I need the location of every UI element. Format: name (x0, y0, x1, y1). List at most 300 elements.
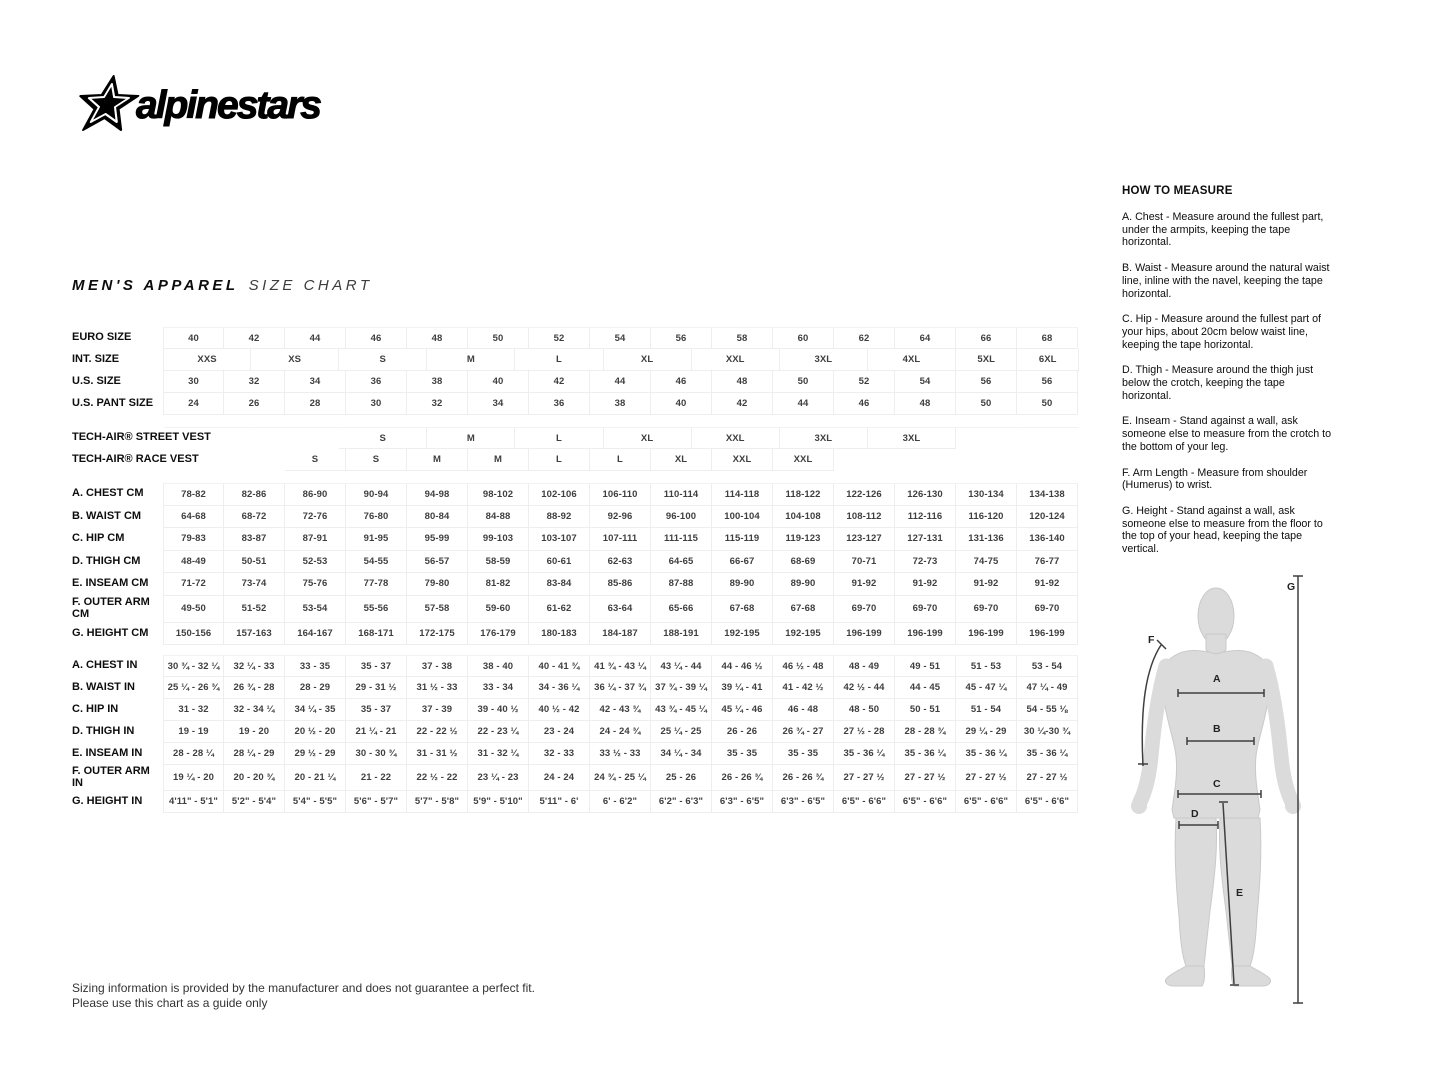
size-cell: 35 - 36 ¼ (1017, 743, 1078, 765)
size-cell: 27 - 27 ½ (1017, 765, 1078, 791)
size-cell: 28 ¼ - 29 (224, 743, 285, 765)
size-cell: 5'11" - 6' (529, 791, 590, 813)
size-cell: L (515, 427, 603, 449)
size-cell: 37 - 38 (407, 655, 468, 677)
size-cell: 30 ¼-30 ¾ (1017, 721, 1078, 743)
size-cell: 150-156 (163, 623, 224, 646)
size-cell: 42 - 43 ¾ (590, 699, 651, 721)
size-cell: 32 (407, 393, 468, 415)
label-inseam: E (1236, 887, 1244, 899)
size-cell: 6'5" - 6'6" (834, 791, 895, 813)
size-cell: 22 ½ - 22 (407, 765, 468, 791)
size-cell: 56 (651, 327, 712, 349)
size-cell: 50-51 (224, 551, 285, 574)
measure-instruction: E. Inseam - Stand against a wall, ask someone else to measure from the crotch to the bottom of your leg. (1122, 415, 1332, 453)
size-cell: XXL (773, 449, 834, 471)
size-cell (956, 449, 1017, 471)
size-cell: 30 (163, 371, 224, 393)
size-cell: 48-49 (163, 551, 224, 574)
size-cell: 127-131 (895, 528, 956, 551)
size-cell: 82-86 (224, 483, 285, 506)
size-cell: 46 (651, 371, 712, 393)
size-cell: 58 (712, 327, 773, 349)
size-cell: 28 - 28 ¼ (163, 743, 224, 765)
size-cell: 136-140 (1017, 528, 1078, 551)
alpinestars-star-icon (73, 76, 142, 130)
size-cell: XXL (712, 449, 773, 471)
size-cell: 71-72 (163, 573, 224, 596)
measure-instruction: B. Waist - Measure around the natural waist line, inline with the navel, keeping the tape horizontal. (1122, 262, 1330, 300)
size-cell: 64-68 (163, 506, 224, 529)
size-cell: 45 - 47 ¼ (956, 677, 1017, 699)
size-cell: 6'5" - 6'6" (895, 791, 956, 813)
size-cell: 196-199 (1017, 623, 1078, 646)
size-cell: 60-61 (529, 551, 590, 574)
size-cell: 168-171 (346, 623, 407, 646)
size-cell: 48 - 49 (834, 655, 895, 677)
table-row (72, 596, 1078, 623)
size-cell: 42 (224, 327, 285, 349)
label-chest: A (1213, 673, 1221, 685)
size-cell: 54 (590, 327, 651, 349)
size-cell: 32 - 34 ¼ (224, 699, 285, 721)
table-row (72, 699, 1078, 721)
size-cell: XL (604, 427, 692, 449)
size-cell: 25 - 26 (651, 765, 712, 791)
size-cell: 3XL (868, 427, 956, 449)
size-cell: 32 (224, 371, 285, 393)
size-cell: 27 - 27 ½ (956, 765, 1017, 791)
size-cell: 29 ¼ - 29 (956, 721, 1017, 743)
size-cell: 96-100 (651, 506, 712, 529)
size-cell: 36 (529, 393, 590, 415)
size-cell: 38 (407, 371, 468, 393)
size-cell: 48 - 50 (834, 699, 895, 721)
page-title (72, 277, 372, 295)
size-cell: 19 - 19 (163, 721, 224, 743)
size-cell: 51 - 53 (956, 655, 1017, 677)
size-cell: 35 - 37 (346, 655, 407, 677)
size-cell: 90-94 (346, 483, 407, 506)
size-cell: 73-74 (224, 573, 285, 596)
size-cell: 64 (895, 327, 956, 349)
size-cell: S (339, 427, 427, 449)
size-cell: 130-134 (956, 483, 1017, 506)
size-cell: 5XL (956, 349, 1018, 371)
size-cell: 63-64 (590, 596, 651, 623)
row-label: INT. SIZE (72, 353, 120, 366)
size-cell: 55-56 (346, 596, 407, 623)
size-cell: 86-90 (285, 483, 346, 506)
size-cell: 110-114 (651, 483, 712, 506)
size-cell: 32 ¼ - 33 (224, 655, 285, 677)
table-row (72, 327, 1078, 349)
size-cell: 176-179 (468, 623, 529, 646)
table-row (72, 449, 1078, 471)
measure-instruction: C. Hip - Measure around the fullest part of your hips, about 20cm below waist line, keeping the tape horizontal. (1122, 313, 1322, 351)
size-cell: 92-96 (590, 506, 651, 529)
size-cell: 31 - 32 (163, 699, 224, 721)
size-cell: 4XL (868, 349, 956, 371)
size-cell (1017, 427, 1079, 449)
label-waist: B (1213, 723, 1221, 735)
size-cell: 65-66 (651, 596, 712, 623)
size-cell: 28 - 29 (285, 677, 346, 699)
size-cell: 76-80 (346, 506, 407, 529)
size-cell: 26 - 26 ¾ (773, 765, 834, 791)
size-cell: 29 ½ - 29 (285, 743, 346, 765)
size-cell: 35 - 36 ¼ (895, 743, 956, 765)
size-cell: 34 ¼ - 34 (651, 743, 712, 765)
size-cell: 37 - 39 (407, 699, 468, 721)
size-cell: 91-92 (1017, 573, 1078, 596)
how-to-measure-panel (1122, 185, 1334, 569)
row-label: TECH-AIR® STREET VEST (72, 431, 211, 444)
size-cell: 41 - 42 ½ (773, 677, 834, 699)
size-cell: M (407, 449, 468, 471)
size-cell: 81-82 (468, 573, 529, 596)
size-cell: 20 - 21 ¼ (285, 765, 346, 791)
size-cell: 58-59 (468, 551, 529, 574)
size-cell: 180-183 (529, 623, 590, 646)
row-label: EURO SIZE (72, 331, 132, 344)
size-cell: 104-108 (773, 506, 834, 529)
row-label: U.S. PANT SIZE (72, 397, 154, 410)
size-cell: 91-92 (895, 573, 956, 596)
size-cell: 76-77 (1017, 551, 1078, 574)
size-cell: 53 - 54 (1017, 655, 1078, 677)
size-cell: 164-167 (285, 623, 346, 646)
measure-instruction: F. Arm Length - Measure from shoulder (Humerus) to wrist. (1122, 466, 1308, 492)
size-cell (834, 449, 895, 471)
size-cell: 48 (712, 371, 773, 393)
table-row (72, 349, 1078, 371)
size-cell: 103-107 (529, 528, 590, 551)
table-row (72, 743, 1078, 765)
size-cell: 23 - 24 (529, 721, 590, 743)
title-primary: MEN'S APPAREL (72, 277, 239, 294)
size-cell: 79-80 (407, 573, 468, 596)
size-cell: 69-70 (834, 596, 895, 623)
row-label: F. OUTER ARM CM (72, 596, 150, 620)
size-cell: 192-195 (712, 623, 773, 646)
size-cell: S (285, 449, 346, 471)
size-cell: 80-84 (407, 506, 468, 529)
size-cell: 83-87 (224, 528, 285, 551)
size-cell: M (427, 427, 515, 449)
size-cell: 31 ½ - 33 (407, 677, 468, 699)
row-label: A. CHEST IN (72, 659, 138, 672)
size-cell: 5'9" - 5'10" (468, 791, 529, 813)
table-row (72, 791, 1078, 813)
size-cell: 72-76 (285, 506, 346, 529)
table-row (72, 393, 1078, 415)
size-cell: 157-163 (224, 623, 285, 646)
table-row (72, 721, 1078, 743)
size-cell: 19 - 20 (224, 721, 285, 743)
size-cell: 22 - 23 ¼ (468, 721, 529, 743)
size-cell: 196-199 (956, 623, 1017, 646)
size-cell: 52 (529, 327, 590, 349)
size-cell: L (529, 449, 590, 471)
row-label: TECH-AIR® RACE VEST (72, 453, 199, 466)
size-cell: 60 (773, 327, 834, 349)
size-cell: 107-111 (590, 528, 651, 551)
size-cell: 131-136 (956, 528, 1017, 551)
size-cell: XXS (163, 349, 251, 371)
disclaimer (72, 981, 535, 1011)
size-cell: 50 - 51 (895, 699, 956, 721)
size-cell: 44 - 45 (895, 677, 956, 699)
size-cell: 196-199 (895, 623, 956, 646)
size-cell: 49-50 (163, 596, 224, 623)
size-cell: 34 ¼ - 35 (285, 699, 346, 721)
size-cell (895, 449, 956, 471)
size-cell: 27 ½ - 28 (834, 721, 895, 743)
size-cell: 52 (834, 371, 895, 393)
size-cell: 33 - 34 (468, 677, 529, 699)
size-cell: 91-92 (956, 573, 1017, 596)
size-cell: 126-130 (895, 483, 956, 506)
table-row (72, 677, 1078, 699)
size-cell: 20 ½ - 20 (285, 721, 346, 743)
size-cell: 68-69 (773, 551, 834, 574)
size-cell: 87-91 (285, 528, 346, 551)
size-cell: 36 (346, 371, 407, 393)
size-cell: 46 (346, 327, 407, 349)
size-cell: 23 ¼ - 23 (468, 765, 529, 791)
size-cell: 44 (773, 393, 834, 415)
size-cell: 5'4" - 5'5" (285, 791, 346, 813)
size-cell: 188-191 (651, 623, 712, 646)
size-cell: 35 - 35 (712, 743, 773, 765)
size-cell: 99-103 (468, 528, 529, 551)
row-label: C. HIP CM (72, 532, 125, 545)
size-table (72, 327, 1078, 813)
size-cell: 122-126 (834, 483, 895, 506)
size-cell: 6'5" - 6'6" (1017, 791, 1078, 813)
size-cell: 49 - 51 (895, 655, 956, 677)
size-cell: 68 (1017, 327, 1078, 349)
size-cell: M (468, 449, 529, 471)
table-gap (72, 645, 1078, 655)
size-cell: 42 (529, 371, 590, 393)
size-cell: 3XL (780, 427, 868, 449)
size-cell: 30 ¾ - 32 ¼ (163, 655, 224, 677)
size-cell: XXL (692, 427, 780, 449)
size-cell: 184-187 (590, 623, 651, 646)
size-cell: 62 (834, 327, 895, 349)
table-row (72, 506, 1078, 529)
size-cell: 5'2" - 5'4" (224, 791, 285, 813)
size-cell (224, 449, 285, 471)
table-row (72, 528, 1078, 551)
size-cell: S (346, 449, 407, 471)
size-cell (251, 427, 339, 449)
size-cell: 37 ¾ - 39 ¼ (651, 677, 712, 699)
disclaimer-line1: Sizing information is provided by the manufacturer and does not guarantee a perfect fit. (72, 981, 535, 995)
size-cell: 3XL (780, 349, 868, 371)
row-label: D. THIGH CM (72, 554, 141, 567)
row-label: D. THIGH IN (72, 725, 135, 738)
size-cell: 134-138 (1017, 483, 1078, 506)
size-cell: 39 ¼ - 41 (712, 677, 773, 699)
measurement-figure (1130, 566, 1440, 1032)
size-cell: L (590, 449, 651, 471)
size-cell: 44 (590, 371, 651, 393)
size-cell: 51 - 54 (956, 699, 1017, 721)
size-cell: 21 - 22 (346, 765, 407, 791)
size-cell: 27 - 27 ½ (834, 765, 895, 791)
logo-wordmark: alpinestars (136, 84, 320, 127)
size-cell: 94-98 (407, 483, 468, 506)
size-cell: 68-72 (224, 506, 285, 529)
how-to-measure-list (1122, 211, 1334, 556)
size-cell: 5'7" - 5'8" (407, 791, 468, 813)
size-cell: 34 (468, 393, 529, 415)
size-cell: 34 (285, 371, 346, 393)
size-cell: 118-122 (773, 483, 834, 506)
measure-instruction: D. Thigh - Measure around the thigh just below the crotch, keeping the tape horizontal. (1122, 364, 1314, 402)
how-to-measure-heading: HOW TO MEASURE (1122, 185, 1233, 197)
size-cell: 120-124 (1017, 506, 1078, 529)
size-cell: 116-120 (956, 506, 1017, 529)
size-cell: 84-88 (468, 506, 529, 529)
size-cell (956, 427, 1018, 449)
measure-instruction: A. Chest - Measure around the fullest part, under the armpits, keeping the tape horizontal. (1122, 211, 1324, 249)
size-cell: 39 - 40 ½ (468, 699, 529, 721)
row-label: G. HEIGHT IN (72, 795, 143, 808)
table-row (72, 655, 1078, 677)
size-cell: 70-71 (834, 551, 895, 574)
size-cell: 21 ¼ - 21 (346, 721, 407, 743)
size-cell: S (339, 349, 427, 371)
label-arm: F (1148, 634, 1155, 646)
size-cell: 26 - 26 (712, 721, 773, 743)
size-cell: 87-88 (651, 573, 712, 596)
table-row (72, 371, 1078, 393)
size-cell: 28 - 28 ¾ (895, 721, 956, 743)
size-cell: 26 ¾ - 27 (773, 721, 834, 743)
row-label: U.S. SIZE (72, 375, 121, 388)
size-cell: 25 ¼ - 25 (651, 721, 712, 743)
size-cell: 83-84 (529, 573, 590, 596)
size-cell: 24 - 24 (529, 765, 590, 791)
size-cell: 40 (651, 393, 712, 415)
title-secondary: SIZE CHART (248, 277, 373, 294)
size-cell: 123-127 (834, 528, 895, 551)
table-gap (72, 471, 1078, 483)
size-cell: 89-90 (773, 573, 834, 596)
table-row (72, 623, 1078, 646)
size-cell: 28 (285, 393, 346, 415)
size-cell: 42 ½ - 44 (834, 677, 895, 699)
size-cell: 35 - 35 (773, 743, 834, 765)
row-label: E. INSEAM IN (72, 747, 143, 760)
size-cell: 48 (407, 327, 468, 349)
size-cell: 64-65 (651, 551, 712, 574)
size-cell: 5'6" - 5'7" (346, 791, 407, 813)
size-cell: 30 (346, 393, 407, 415)
size-cell: 59-60 (468, 596, 529, 623)
size-cell: 112-116 (895, 506, 956, 529)
size-cell: 114-118 (712, 483, 773, 506)
size-cell: 45 ¼ - 46 (712, 699, 773, 721)
size-cell: 48 (895, 393, 956, 415)
size-cell: 115-119 (712, 528, 773, 551)
size-cell: 31 - 32 ¼ (468, 743, 529, 765)
size-cell: M (427, 349, 515, 371)
size-cell: 69-70 (895, 596, 956, 623)
size-cell: 31 - 31 ½ (407, 743, 468, 765)
size-cell: 26 ¾ - 28 (224, 677, 285, 699)
size-cell: 56 (956, 371, 1017, 393)
size-cell: 119-123 (773, 528, 834, 551)
size-cell: 40 (163, 327, 224, 349)
size-cell: 38 (590, 393, 651, 415)
size-cell: 111-115 (651, 528, 712, 551)
size-cell: 38 - 40 (468, 655, 529, 677)
size-cell: 27 - 27 ½ (895, 765, 956, 791)
size-cell: XL (604, 349, 692, 371)
size-cell: 108-112 (834, 506, 895, 529)
size-cell: 89-90 (712, 573, 773, 596)
row-label: A. CHEST CM (72, 487, 144, 500)
size-cell: 34 - 36 ¼ (529, 677, 590, 699)
size-cell: 77-78 (346, 573, 407, 596)
row-label: B. WAIST CM (72, 509, 142, 522)
size-cell: 67-68 (773, 596, 834, 623)
size-cell: 57-58 (407, 596, 468, 623)
size-cell: 22 - 22 ½ (407, 721, 468, 743)
size-cell: 6'2" - 6'3" (651, 791, 712, 813)
table-gap (72, 415, 1078, 427)
size-cell: 91-95 (346, 528, 407, 551)
table-row (72, 427, 1078, 449)
size-cell: 61-62 (529, 596, 590, 623)
size-cell: 54-55 (346, 551, 407, 574)
size-cell: 42 (712, 393, 773, 415)
table-row (72, 483, 1078, 506)
size-cell: XL (651, 449, 712, 471)
size-cell: 51-52 (224, 596, 285, 623)
size-cell: 52-53 (285, 551, 346, 574)
row-label: F. OUTER ARM IN (72, 765, 150, 789)
table-row (72, 551, 1078, 574)
size-cell: 54 - 55 ⅛ (1017, 699, 1078, 721)
size-cell: 53-54 (285, 596, 346, 623)
row-label: C. HIP IN (72, 703, 119, 716)
size-cell: 85-86 (590, 573, 651, 596)
size-cell: 24 ¾ - 25 ¼ (590, 765, 651, 791)
size-cell: 29 - 31 ½ (346, 677, 407, 699)
size-cell: 6'3" - 6'5" (712, 791, 773, 813)
size-cell: 50 (956, 393, 1017, 415)
size-cell: 56 (1017, 371, 1078, 393)
size-cell: 32 - 33 (529, 743, 590, 765)
size-cell: 66-67 (712, 551, 773, 574)
size-cell: 196-199 (834, 623, 895, 646)
size-cell: 25 ¼ - 26 ¾ (163, 677, 224, 699)
size-cell: 24 (163, 393, 224, 415)
size-cell: 33 - 35 (285, 655, 346, 677)
size-cell: 44 - 46 ½ (712, 655, 773, 677)
size-cell: 46 (834, 393, 895, 415)
size-cell: 33 ½ - 33 (590, 743, 651, 765)
size-cell: 40 - 41 ¾ (529, 655, 590, 677)
size-cell: 106-110 (590, 483, 651, 506)
size-cell: 20 - 20 ¾ (224, 765, 285, 791)
